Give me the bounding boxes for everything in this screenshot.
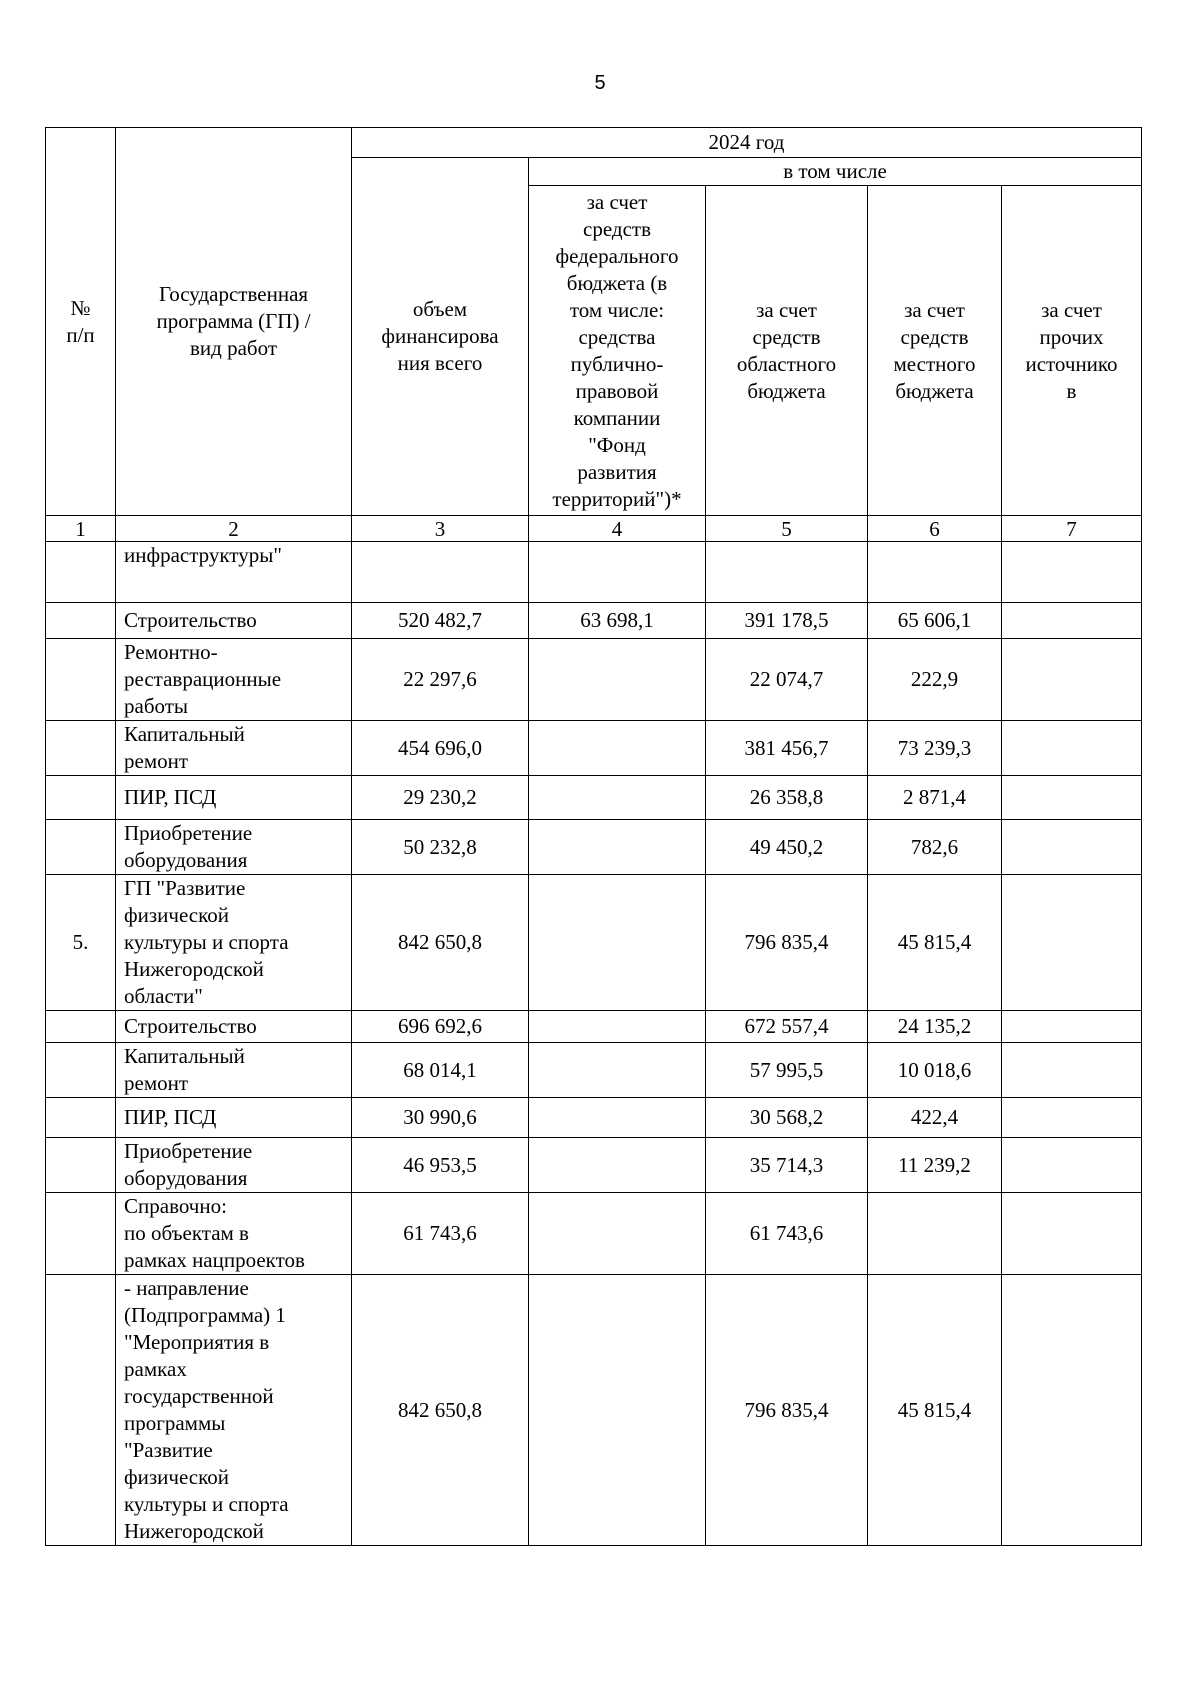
- cell-other: [1002, 1138, 1142, 1193]
- cell-regional: 22 074,7: [706, 639, 868, 721]
- cell-local: [868, 1193, 1002, 1275]
- cell-other: [1002, 1275, 1142, 1546]
- cell-regional: 30 568,2: [706, 1098, 868, 1138]
- table-row: [46, 1138, 1142, 1193]
- cell-federal: 63 698,1: [529, 603, 706, 639]
- cell-other: [1002, 1193, 1142, 1275]
- cell-local: 45 815,4: [868, 875, 1002, 1011]
- cell-number: [46, 776, 116, 820]
- cell-regional: 391 178,5: [706, 603, 868, 639]
- cell-federal: [529, 1043, 706, 1098]
- cell-number: [46, 1043, 116, 1098]
- table-row: [46, 1043, 1142, 1098]
- cell-local: [868, 542, 1002, 603]
- cell-total: 50 232,8: [352, 820, 529, 875]
- header-col-local: за счет средств местного бюджета: [868, 186, 1002, 516]
- cell-regional: [706, 542, 868, 603]
- cell-total: 842 650,8: [352, 875, 529, 1011]
- cell-other: [1002, 1098, 1142, 1138]
- cell-total: 30 990,6: [352, 1098, 529, 1138]
- cell-federal: [529, 820, 706, 875]
- cell-federal: [529, 639, 706, 721]
- cell-total: 29 230,2: [352, 776, 529, 820]
- column-number-4: 4: [529, 516, 706, 542]
- cell-regional: 26 358,8: [706, 776, 868, 820]
- cell-other: [1002, 639, 1142, 721]
- cell-program-name: Приобретение оборудования: [116, 1138, 352, 1193]
- cell-federal: [529, 721, 706, 776]
- cell-number: [46, 639, 116, 721]
- column-number-5: 5: [706, 516, 868, 542]
- cell-local: 2 871,4: [868, 776, 1002, 820]
- cell-federal: [529, 542, 706, 603]
- cell-regional: 796 835,4: [706, 1275, 868, 1546]
- cell-number: [46, 542, 116, 603]
- cell-other: [1002, 875, 1142, 1011]
- table-row: [46, 1011, 1142, 1043]
- table-row: [46, 1098, 1142, 1138]
- header-col-number: № п/п: [46, 128, 116, 516]
- cell-other: [1002, 776, 1142, 820]
- table-row: [46, 875, 1142, 1011]
- column-number-7: 7: [1002, 516, 1142, 542]
- financing-table: [45, 127, 1142, 1546]
- cell-total: [352, 542, 529, 603]
- cell-program-name: ГП "Развитие физической культуры и спорта Нижегородской области": [116, 875, 352, 1011]
- cell-total: 696 692,6: [352, 1011, 529, 1043]
- cell-number: [46, 603, 116, 639]
- table-row: [46, 820, 1142, 875]
- cell-total: 520 482,7: [352, 603, 529, 639]
- cell-program-name: Капитальный ремонт: [116, 721, 352, 776]
- cell-program-name: инфраструктуры": [116, 542, 352, 603]
- cell-number: [46, 1098, 116, 1138]
- table-row: [46, 542, 1142, 603]
- cell-program-name: Строительство: [116, 1011, 352, 1043]
- cell-number: [46, 1011, 116, 1043]
- cell-program-name: Строительство: [116, 603, 352, 639]
- column-number-6: 6: [868, 516, 1002, 542]
- cell-other: [1002, 1043, 1142, 1098]
- cell-local: 10 018,6: [868, 1043, 1002, 1098]
- cell-program-name: Ремонтно- реставрационные работы: [116, 639, 352, 721]
- cell-number: [46, 1275, 116, 1546]
- header-col-total: объем финансирова ния всего: [352, 158, 529, 516]
- cell-total: 61 743,6: [352, 1193, 529, 1275]
- cell-number: [46, 1138, 116, 1193]
- cell-federal: [529, 875, 706, 1011]
- cell-federal: [529, 1275, 706, 1546]
- cell-number: [46, 820, 116, 875]
- cell-total: 22 297,6: [352, 639, 529, 721]
- cell-federal: [529, 1193, 706, 1275]
- cell-number: [46, 721, 116, 776]
- cell-local: 24 135,2: [868, 1011, 1002, 1043]
- page-number: 5: [594, 72, 606, 94]
- table-row: [46, 721, 1142, 776]
- header-col-regional: за счет средств областного бюджета: [706, 186, 868, 516]
- cell-number: [46, 1193, 116, 1275]
- cell-local: 73 239,3: [868, 721, 1002, 776]
- cell-regional: 672 557,4: [706, 1011, 868, 1043]
- cell-local: 782,6: [868, 820, 1002, 875]
- cell-other: [1002, 1011, 1142, 1043]
- cell-federal: [529, 1138, 706, 1193]
- cell-regional: 35 714,3: [706, 1138, 868, 1193]
- cell-regional: 49 450,2: [706, 820, 868, 875]
- cell-other: [1002, 603, 1142, 639]
- header-year: 2024 год: [352, 128, 1142, 158]
- cell-program-name: ПИР, ПСД: [116, 1098, 352, 1138]
- cell-federal: [529, 1011, 706, 1043]
- header-including: в том числе: [529, 158, 1142, 186]
- cell-local: 65 606,1: [868, 603, 1002, 639]
- cell-local: 45 815,4: [868, 1275, 1002, 1546]
- table-row: [46, 603, 1142, 639]
- cell-program-name: Приобретение оборудования: [116, 820, 352, 875]
- column-number-1: 1: [46, 516, 116, 542]
- cell-federal: [529, 1098, 706, 1138]
- cell-local: 222,9: [868, 639, 1002, 721]
- cell-federal: [529, 776, 706, 820]
- table-row: [46, 776, 1142, 820]
- cell-regional: 796 835,4: [706, 875, 868, 1011]
- cell-regional: 381 456,7: [706, 721, 868, 776]
- cell-other: [1002, 721, 1142, 776]
- cell-program-name: - направление (Подпрограмма) 1 "Мероприятия в рамках государственной программы "Развитие физической культуры и спорта Нижегородской: [116, 1275, 352, 1546]
- cell-regional: 57 995,5: [706, 1043, 868, 1098]
- header-col-other: за счет прочих источнико в: [1002, 186, 1142, 516]
- column-numbers-row: [46, 516, 1142, 542]
- cell-other: [1002, 542, 1142, 603]
- column-number-2: 2: [116, 516, 352, 542]
- table-row: [46, 639, 1142, 721]
- cell-other: [1002, 820, 1142, 875]
- column-number-3: 3: [352, 516, 529, 542]
- cell-total: 842 650,8: [352, 1275, 529, 1546]
- cell-total: 46 953,5: [352, 1138, 529, 1193]
- cell-total: 68 014,1: [352, 1043, 529, 1098]
- header-col-federal: за счет средств федерального бюджета (в том числе: средства публично- правовой компании "Фонд развития территорий")*: [529, 186, 706, 516]
- cell-total: 454 696,0: [352, 721, 529, 776]
- cell-regional: 61 743,6: [706, 1193, 868, 1275]
- cell-number: 5.: [46, 875, 116, 1011]
- table-row: [46, 1275, 1142, 1546]
- table-row: [46, 1193, 1142, 1275]
- cell-program-name: Справочно: по объектам в рамках нацпроектов: [116, 1193, 352, 1275]
- header-col-program: Государственная программа (ГП) / вид работ: [116, 128, 352, 516]
- cell-program-name: ПИР, ПСД: [116, 776, 352, 820]
- cell-local: 11 239,2: [868, 1138, 1002, 1193]
- cell-program-name: Капитальный ремонт: [116, 1043, 352, 1098]
- cell-local: 422,4: [868, 1098, 1002, 1138]
